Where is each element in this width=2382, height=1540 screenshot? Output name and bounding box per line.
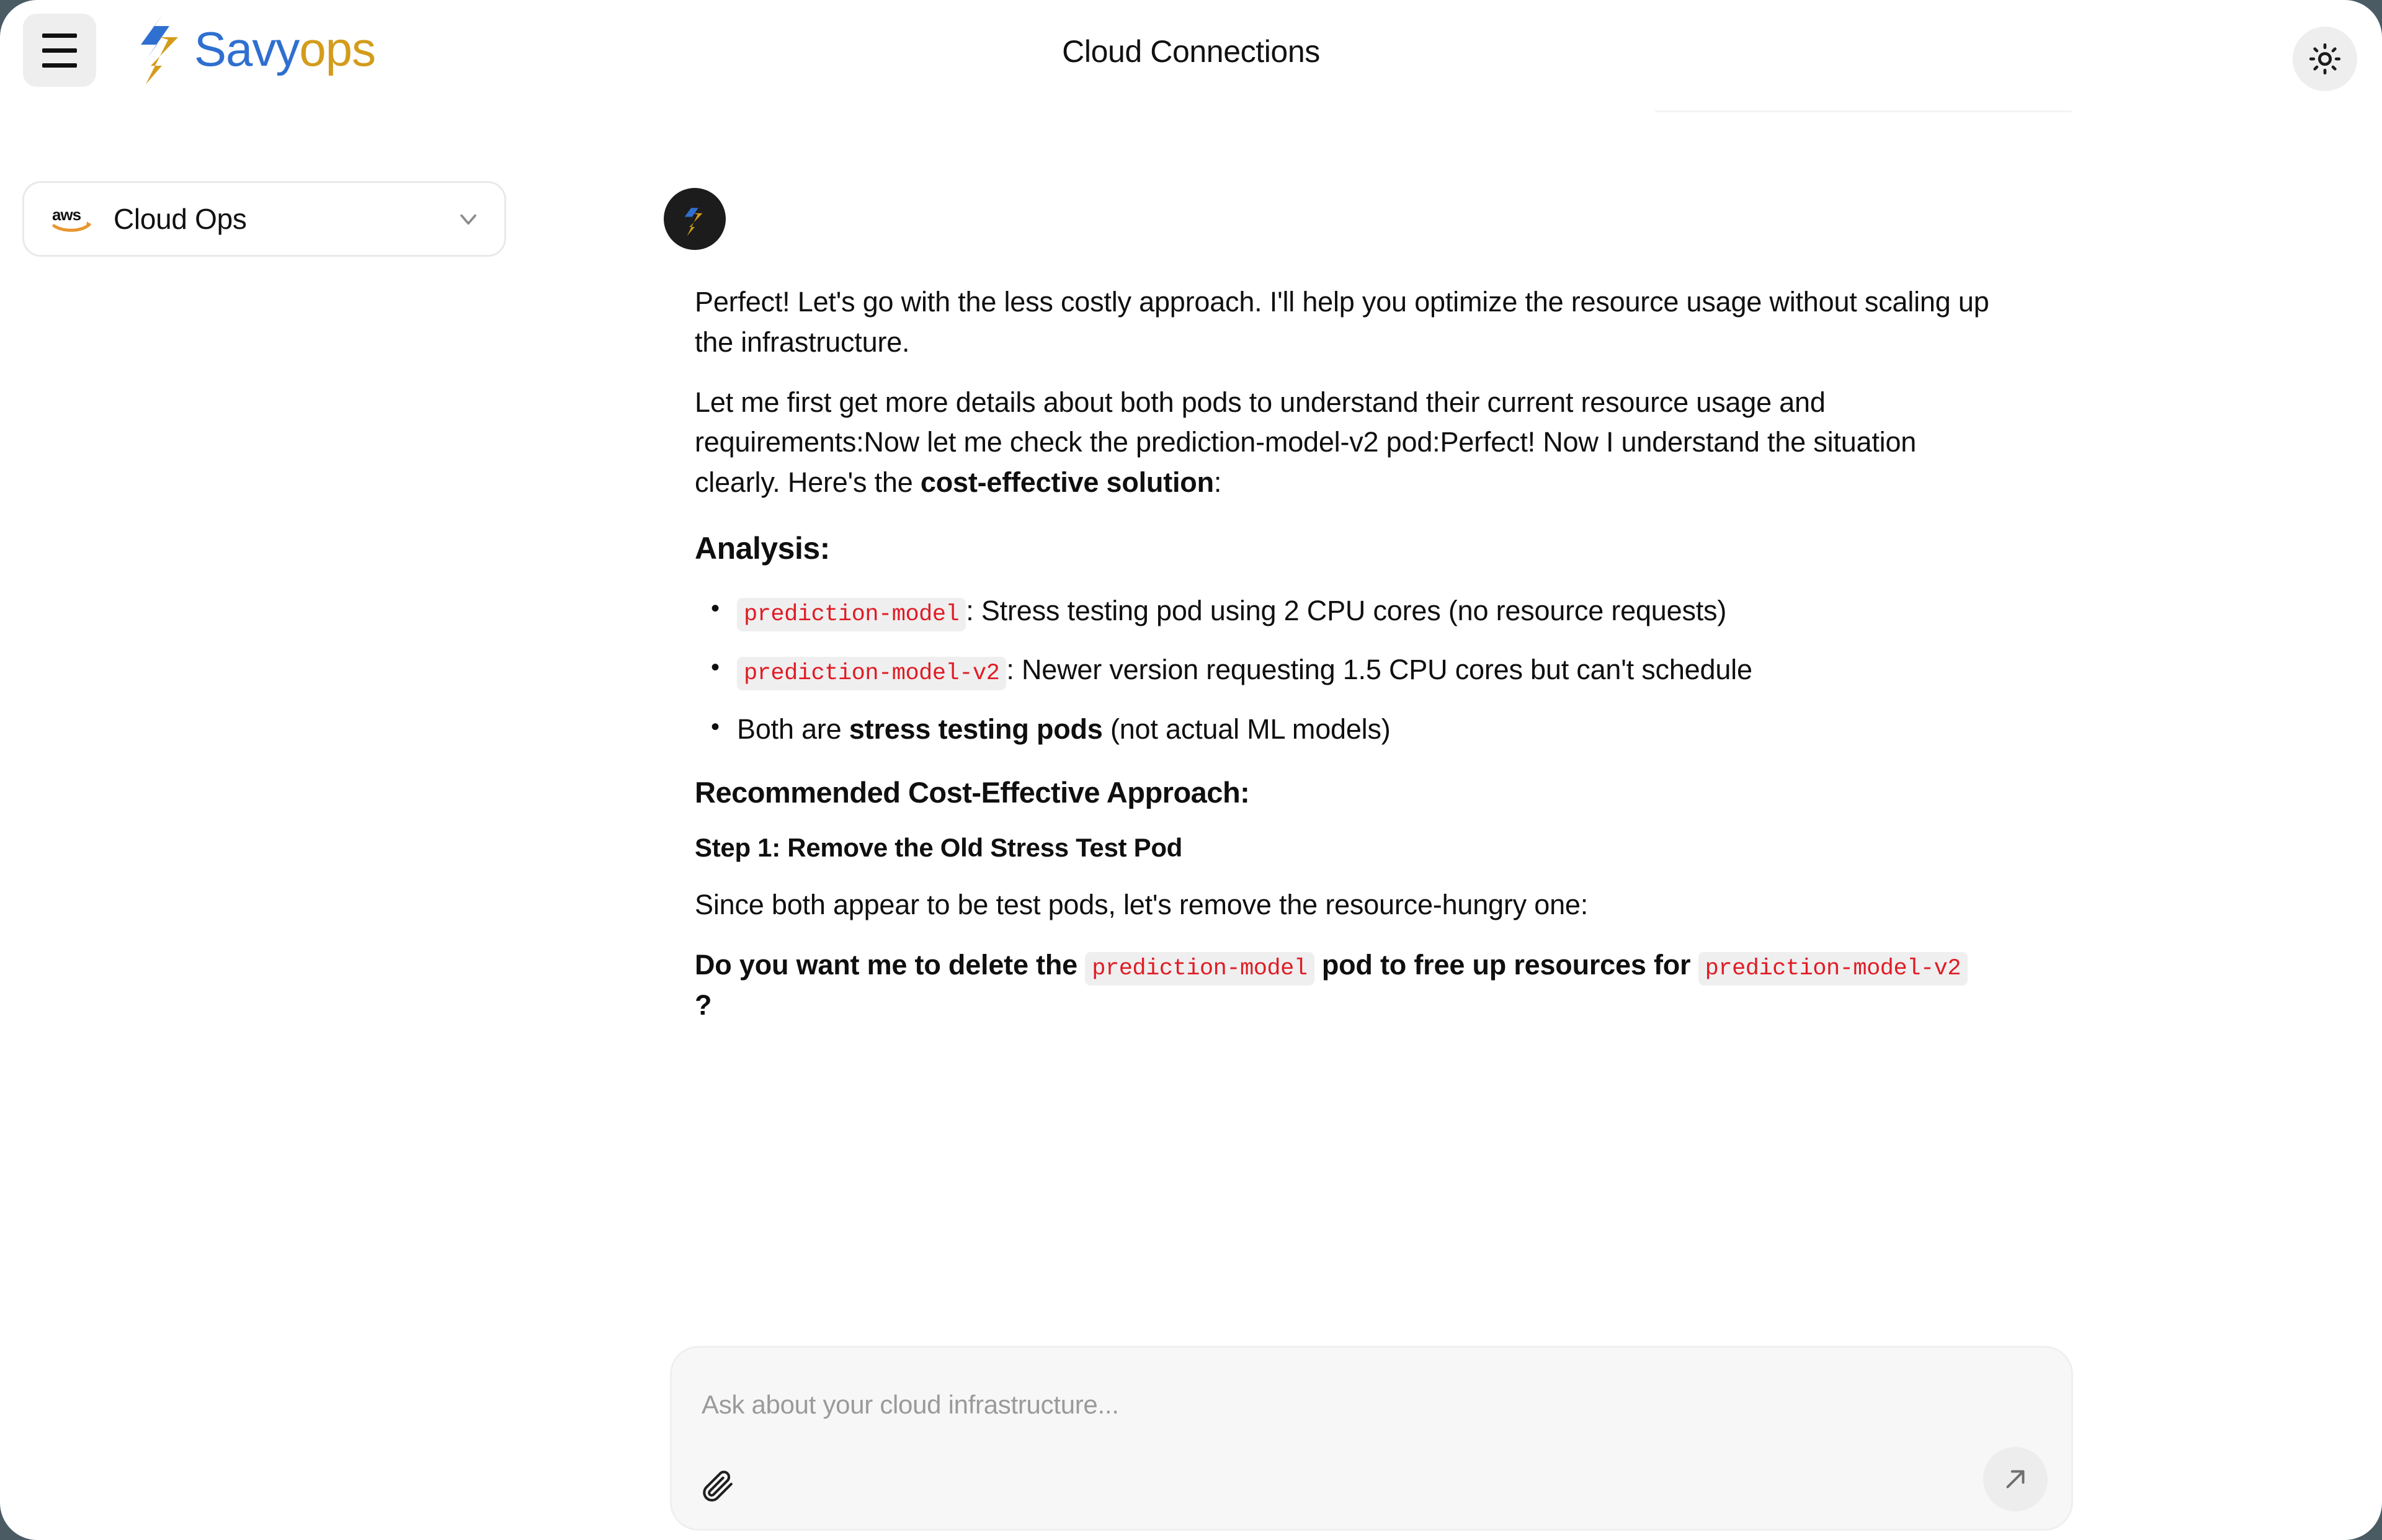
assistant-message <box>695 282 1991 1046</box>
list-item <box>695 650 1991 690</box>
message-composer[interactable] <box>670 1346 2073 1531</box>
code-question-prediction-model-v2: prediction-model-v2 <box>1698 952 1968 986</box>
svg-text:aws: aws <box>52 205 81 224</box>
message-paragraph-3: Since both appear to be test pods, let's remove the resource-hungry one: <box>695 889 1589 921</box>
message-paragraph-2 <box>695 383 1991 503</box>
message-paragraph-1: Perfect! Let's go with the less costly approach. I'll help you optimize the resource usage without scaling up the infrastructure. <box>695 286 1989 358</box>
savyops-bolt-icon <box>680 201 709 237</box>
list-item <box>695 710 1991 750</box>
list-item <box>695 591 1991 631</box>
assistant-avatar <box>664 188 726 250</box>
connection-label: Cloud Ops <box>114 203 247 235</box>
bullet-1-text: : Stress testing pod using 2 CPU cores (no resource requests) <box>966 594 1727 626</box>
cloud-connection-selector[interactable] <box>22 181 506 257</box>
question-tail: ? <box>695 989 712 1021</box>
page-title: Cloud Connections <box>1062 34 1320 69</box>
bullet-3-tail: (not actual ML models) <box>1102 713 1391 745</box>
step-heading: Step 1: Remove the Old Stress Test Pod <box>695 833 1183 863</box>
arrow-up-right-icon <box>2000 1464 2031 1495</box>
sun-icon <box>2309 43 2341 75</box>
brand-savy-text: Savy <box>194 22 300 76</box>
theme-toggle-button[interactable] <box>2293 27 2357 91</box>
bullet-3-emphasis: stress testing pods <box>849 713 1103 745</box>
bullet-2-text: : Newer version requesting 1.5 CPU cores but can't schedule <box>1006 654 1752 686</box>
send-message-button[interactable] <box>1983 1447 2048 1511</box>
question-lead: Do you want me to delete the <box>695 949 1086 981</box>
conversation-panel <box>658 0 2084 1540</box>
previous-message-divider <box>1655 110 2072 112</box>
analysis-heading: Analysis: <box>695 530 830 566</box>
paragraph-2-tail: : <box>1213 466 1222 499</box>
code-prediction-model: prediction-model <box>737 598 966 631</box>
question-middle: pod to free up resources for <box>1314 949 1698 981</box>
brand-ops-text: ops <box>299 22 376 76</box>
analysis-bullet-list <box>695 591 1991 749</box>
paragraph-2-emphasis: cost-effective solution <box>920 466 1214 499</box>
paragraph-2-lead: Let me first get more details about both pods to understand their current resource usage and requirements:Now let me check the prediction-model-v2 pod:Perfect! Now I understand the situation clearly. Here's the <box>695 386 1917 499</box>
attach-file-button[interactable] <box>698 1464 739 1505</box>
chevron-down-icon <box>455 205 482 233</box>
chat-input-placeholder[interactable]: Ask about your cloud infrastructure... <box>702 1390 1119 1419</box>
code-prediction-model-v2: prediction-model-v2 <box>737 657 1006 690</box>
paperclip-icon <box>700 1467 736 1503</box>
aws-logo-icon <box>51 204 92 234</box>
recommendation-heading: Recommended Cost-Effective Approach: <box>695 776 1250 809</box>
code-question-prediction-model: prediction-model <box>1085 952 1314 986</box>
bullet-3-lead: Both are <box>737 713 849 745</box>
confirmation-question <box>695 945 1991 1026</box>
